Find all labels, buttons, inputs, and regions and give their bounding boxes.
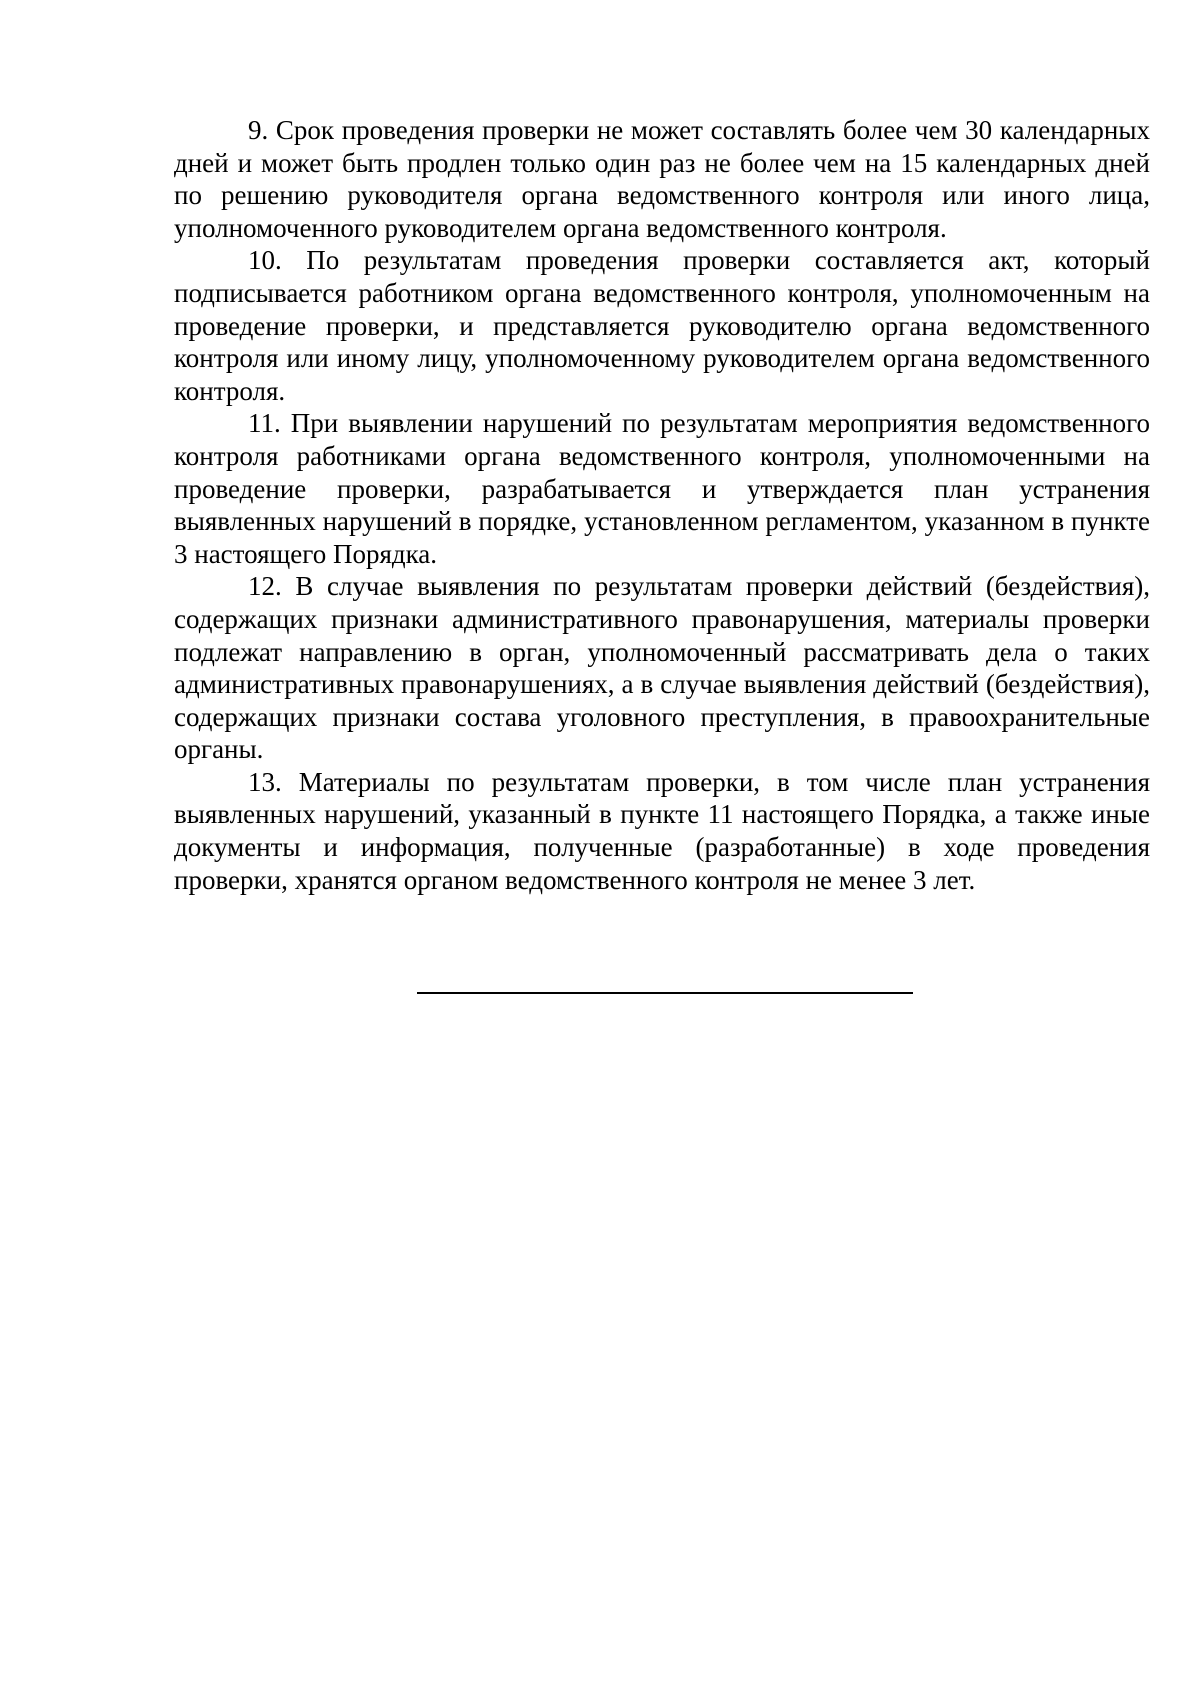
paragraph-11: 11. При выявлении нарушений по результатам мероприятия ведомственного контроля работниками органа ведомственного контроля, уполномоченными на проведение проверки, разрабатывается и утверждается план устранения выявленных нарушений в порядке, установленном регламентом, указанном в пункте 3 настоящего Порядка. [174, 408, 1150, 569]
paragraph-12: 12. В случае выявления по результатам проверки действий (бездействия), содержащих признаки административного правонарушения, материалы проверки подлежат направлению в орган, уполномоченный рассматривать дела о таких административных правонарушениях, а в случае выявления действий (бездействия), содержащих признаки состава уголовного преступления, в правоохранительные органы. [174, 571, 1150, 765]
document-body [174, 114, 1150, 896]
end-of-document-rule [417, 992, 913, 994]
paragraph-13: 13. Материалы по результатам проверки, в том числе план устранения выявленных нарушений, указанный в пункте 11 настоящего Порядка, а также иные документы и информация, полученные (разработанные) в ходе проведения проверки, хранятся органом ведомственного контроля не менее 3 лет. [174, 766, 1150, 895]
paragraph-9: 9. Срок проведения проверки не может составлять более чем 30 календарных дней и может быть продлен только один раз не более чем на 15 календарных дней по решению руководителя органа ведомственного контроля или иного лица, уполномоченного руководителем органа ведомственного контроля. [174, 115, 1150, 243]
paragraph-10: 10. По результатам проведения проверки составляется акт, который подписывается работником органа ведомственного контроля, уполномоченным на проведение проверки, и представляется руководителю органа ведомственного контроля или иному лицу, уполномоченному руководителем органа ведомственного контроля. [174, 245, 1150, 406]
